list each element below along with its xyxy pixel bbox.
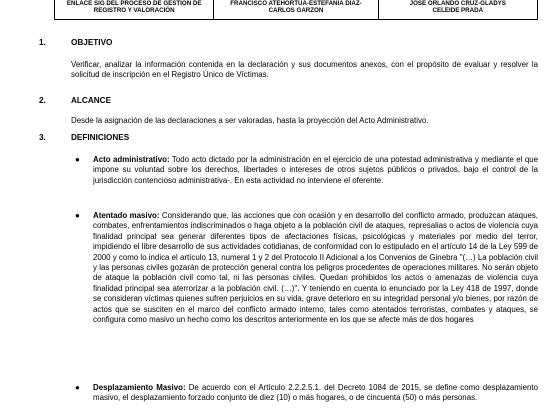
definition-item-acto-administrativo <box>76 155 538 186</box>
definition-term: Desplazamiento Masivo: <box>93 383 186 392</box>
section-heading <box>39 38 539 48</box>
header-row <box>55 0 538 20</box>
definition-body <box>93 383 538 404</box>
alcance-text: Desde la asignación de las declaraciones a ser valoradas, hasta la proyección del Acto Administrativo. <box>71 116 429 125</box>
definition-text: Todo acto dictado por la administración en el ejercicio de una potestad administrativa y mediante el que impone su voluntad sobre los derechos, libertades o intereses de otros sujetos públicos o privados, bajo el control de la jurisdicción contencioso administrativa-. En esta actividad no interviene el oferente. <box>93 155 538 185</box>
bullet-dot-icon: ● <box>75 383 80 392</box>
header-cell-elaboro <box>214 0 378 20</box>
section-number: 2. <box>39 96 46 105</box>
objetivo-text: Verificar, analizar la información contenida en la declaración y sus documentos anexos, con el propósito de evaluar y resolver la solicitud de inscripción en el Registro Único de Víctimas. <box>71 60 538 80</box>
section-number: 1. <box>39 38 46 47</box>
section-definiciones <box>39 133 539 143</box>
definition-text: De acuerdo con el Artículo 2.2.2.5.1. del Decreto 1084 de 2015, se define como desplazamiento masivo, el desplazamiento forzado conjunto de diez (10) o más hogares, o de cincuenta (50) o más personas. <box>93 383 538 403</box>
header-cell-reviso <box>378 0 537 20</box>
header-cell-line: ENLACE SIG DEL PROCESO DE GESTIÓN DE <box>66 0 202 7</box>
bullet-dot-icon: ● <box>75 211 80 220</box>
section-title: DEFINICIONES <box>71 133 130 142</box>
header-cell-line: CELEIDE PRADA <box>432 7 484 14</box>
section-alcance <box>39 96 539 106</box>
bullet-dot-icon: ● <box>75 155 80 164</box>
section-heading <box>39 133 539 143</box>
header-cell-line: FRANCISCO ATEHORTUA-ESTEFANIA DIAZ- <box>230 0 362 7</box>
definition-item-desplazamiento-masivo <box>76 383 538 404</box>
definition-text: Considerando que, las acciones que con ocasión y en desarrollo del conflicto armado, produzcan ataques, combates, enfrentamientos indiscriminados o haga objeto a la población civil de ataques, represalias o actos de violencia cuya finalidad principal sea generar diferentes tipos de afectaciones físicas, psicológicas y materiales por medio del terror, impidiendo el libre desarrollo de sus actividades cotidianas, de conformidad con lo estipulado en el artículo 14 de la Ley 599 de 2000 y como lo indica el artículo 13, numeral 1 y 2 del Protocolo II Adicional a los Convenios de Ginebra "(…) La población civil y las personas civiles gozarán de protección general contra los peligros procedentes de operaciones militares. No serán objeto de ataque la población civil como tal, ni las personas civiles. Quedan prohibidos los actos o amenazas de violencia cuya finalidad principal sea aterrorizar a la población civil. (…)". Y teniendo en cuenta lo enunciado por la Ley 418 de 1997, donde se consideran víctimas quienes sufren perjuicios en su vida, grave deterioro en su integridad personal y/o bienes, por razón de actos que se susciten en el marco del conflicto armado interno, tales como atentados terroristas, combates y ataques, se configura como masivo un hecho como los descritos anteriormente en los que se afecte más de dos hogares <box>93 211 538 325</box>
header-table <box>54 0 538 20</box>
header-cell-enlace <box>55 0 214 20</box>
section-title: OBJETIVO <box>71 38 113 47</box>
header-cell-line: JOSE ORLANDO CRUZ-GLADYS <box>409 0 506 7</box>
definition-term: Acto administrativo: <box>93 155 170 164</box>
section-number: 3. <box>39 133 46 142</box>
definition-body <box>93 155 538 186</box>
definition-body <box>93 211 538 325</box>
section-heading <box>39 96 539 106</box>
definition-term: Atentado masivo: <box>93 211 160 220</box>
header-cell-line: REGISTRO Y VALORACIÓN <box>93 7 175 14</box>
section-objetivo <box>39 38 539 48</box>
definition-item-atentado-masivo <box>76 211 538 325</box>
section-title: ALCANCE <box>71 96 112 105</box>
header-cell-line: CARLOS GARZON <box>268 7 324 14</box>
